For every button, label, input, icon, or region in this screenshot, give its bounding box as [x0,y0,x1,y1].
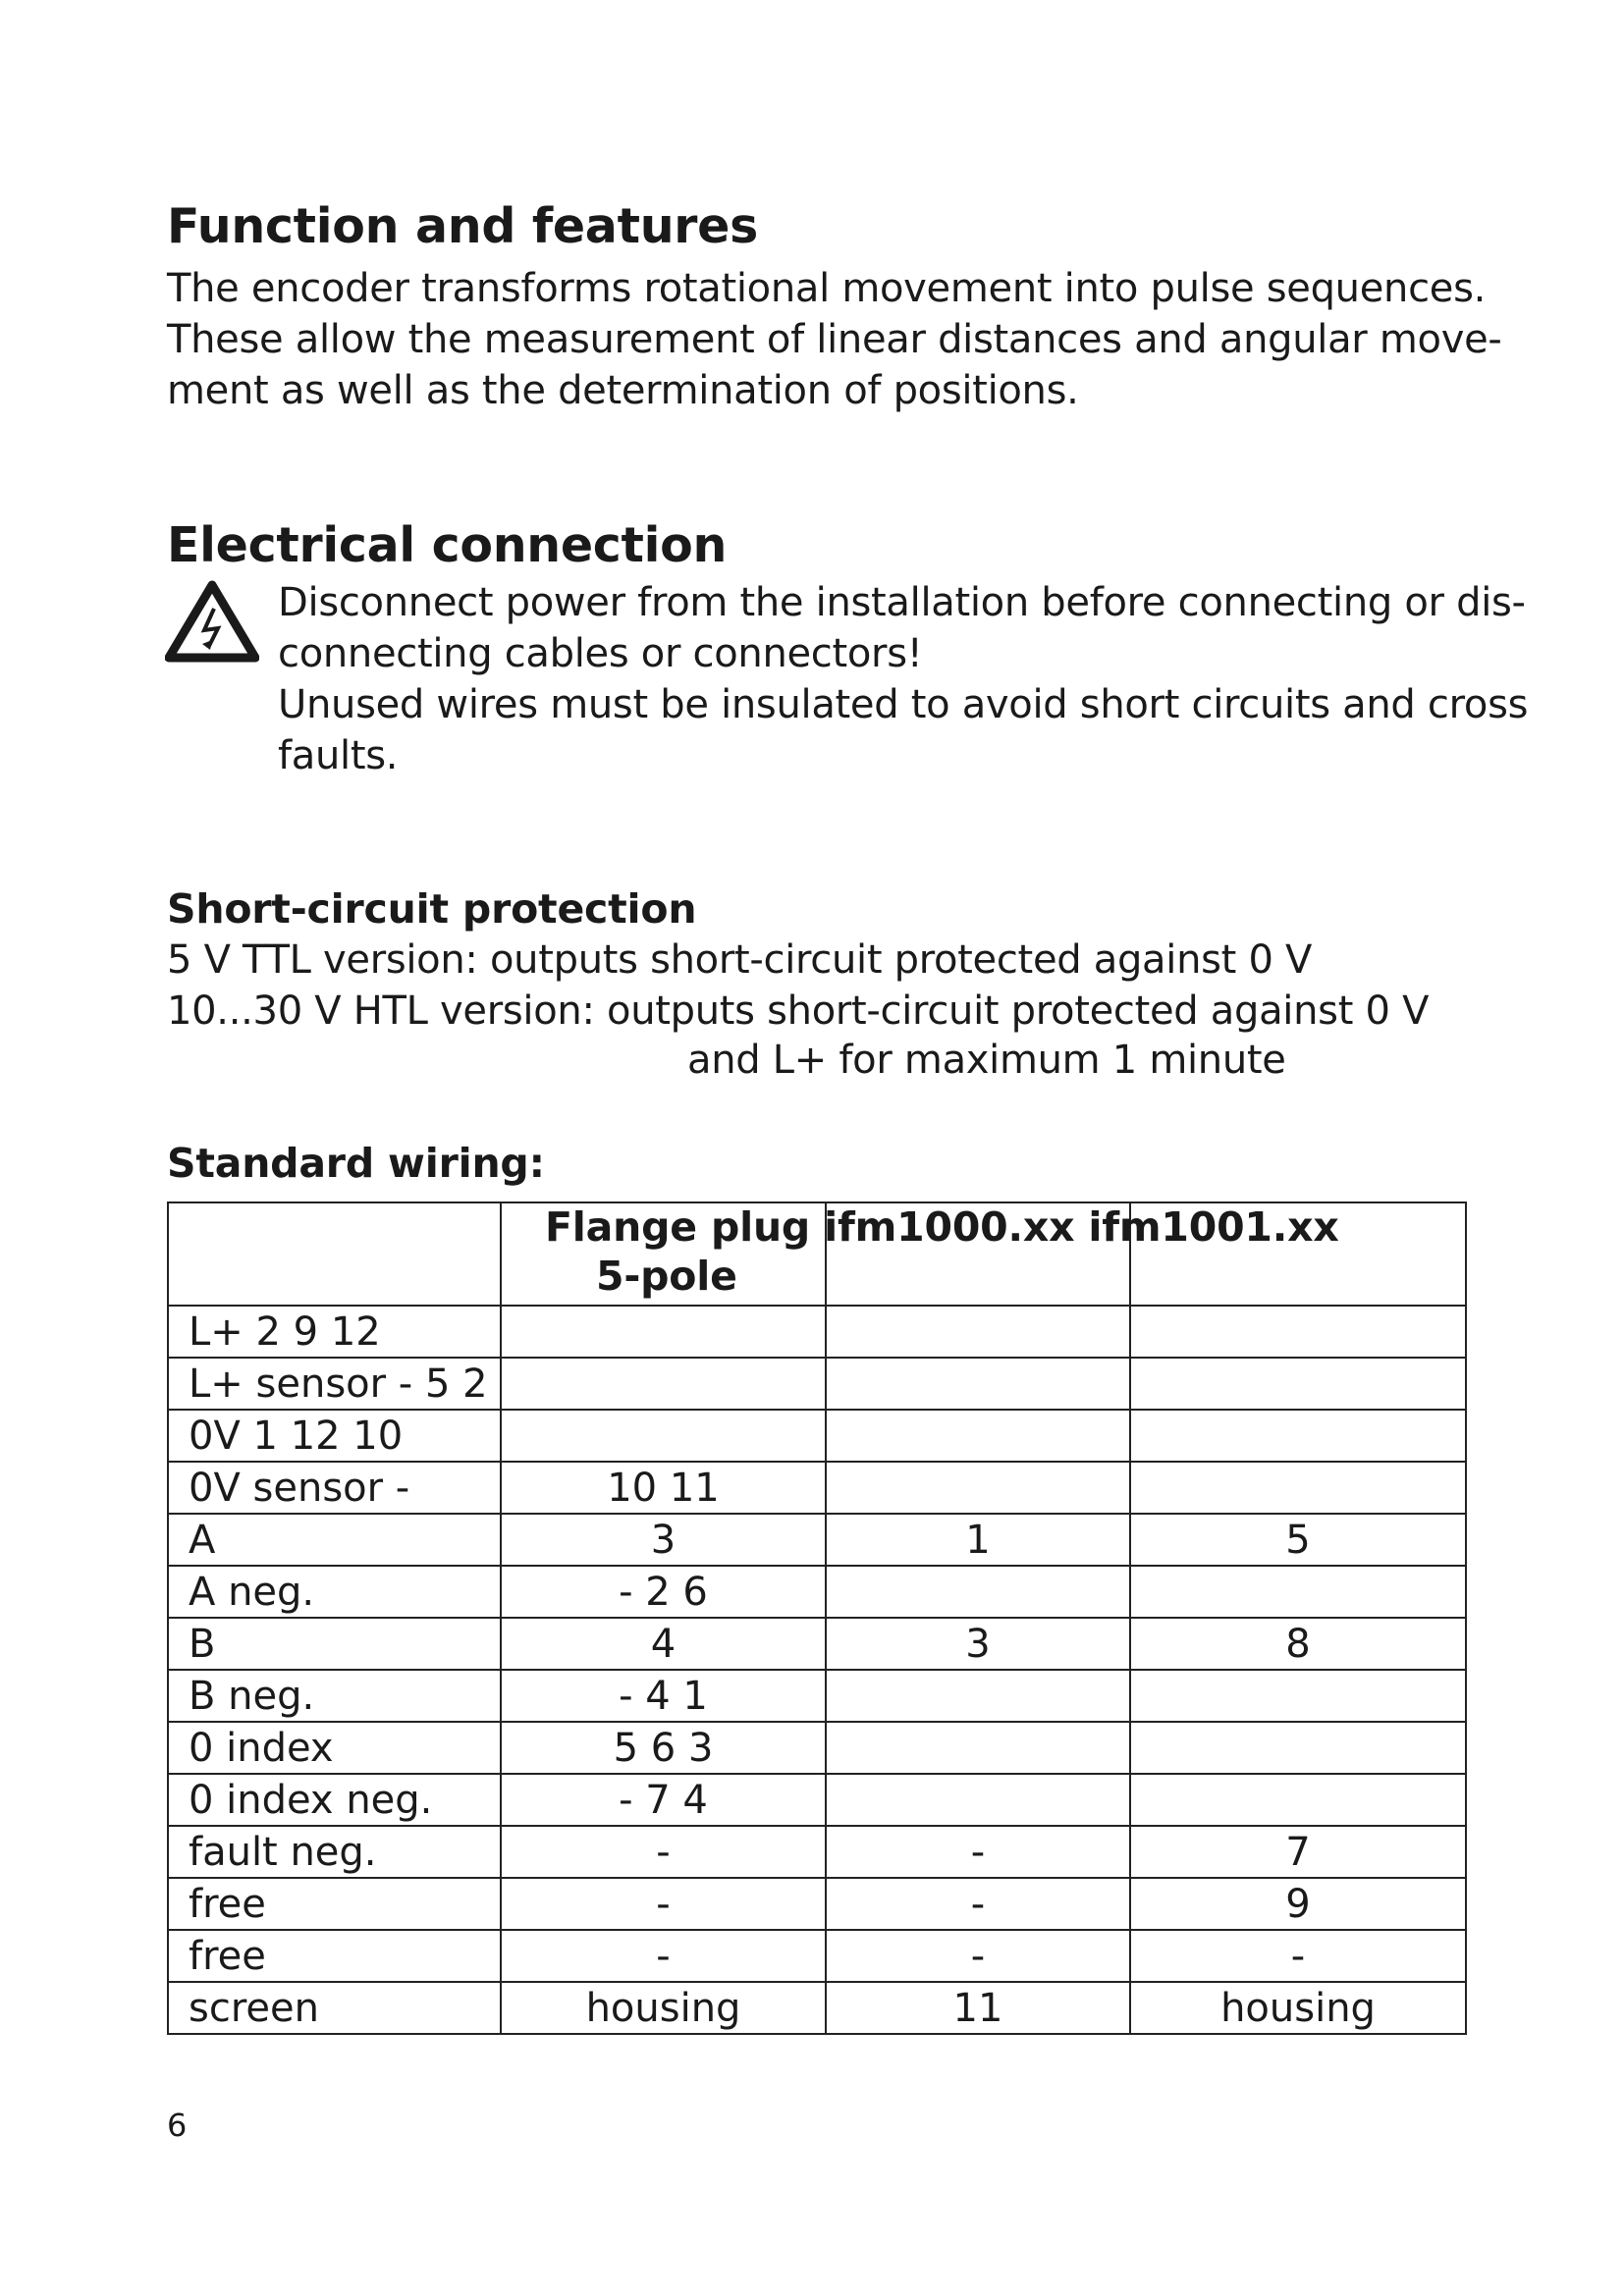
table-cell [826,1670,1130,1722]
wiring-table [167,1201,1467,2035]
row-label-cell: 0 index [168,1722,501,1774]
table-cell: - [826,1878,1130,1930]
row-label-cell: L+ 2 9 12 [168,1306,501,1358]
row-label-cell: fault neg. [168,1826,501,1878]
table-row [168,1358,1466,1410]
table-cell [826,1358,1130,1410]
table-row [168,1306,1466,1358]
table-cell: 5 [1130,1514,1466,1566]
page-number: 6 [167,2107,188,2144]
electrical-connection-heading: Electrical connection [167,517,728,573]
table-cell: - [826,1930,1130,1982]
table-row [168,1566,1466,1618]
function-features-text [167,263,1502,416]
table-cell: housing [1130,1982,1466,2034]
table-cell [1130,1410,1466,1462]
warning-line-2: connecting cables or connectors! [278,631,923,676]
wiring-header-line-1: Flange plug ifm1000.xx ifm1001.xx [545,1203,1339,1251]
row-label-cell: 0 index neg. [168,1774,501,1826]
table-cell: 5 6 3 [501,1722,826,1774]
table-cell: - [501,1878,826,1930]
table-cell: - [501,1826,826,1878]
warning-line-4: faults. [278,733,399,778]
table-cell [501,1306,826,1358]
table-cell [1130,1358,1466,1410]
table-cell: 3 [826,1618,1130,1670]
table-cell: 1 [826,1514,1130,1566]
short-circuit-heading: Short-circuit protection [167,885,697,933]
table-cell: housing [501,1982,826,2034]
row-label-cell: free [168,1878,501,1930]
row-label-cell: 0V sensor - [168,1462,501,1514]
function-features-line-1: The encoder transforms rotational movement into pulse sequences. [167,266,1487,311]
table-row [168,1930,1466,1982]
row-label-cell: L+ sensor - 5 2 [168,1358,501,1410]
table-cell [826,1410,1130,1462]
table-cell: - 2 6 [501,1566,826,1618]
short-circuit-line-2: 10...30 V HTL version: outputs short-circuit protected against 0 V [167,988,1430,1034]
table-row [168,1774,1466,1826]
wiring-header-line-2: 5-pole [596,1253,737,1300]
table-cell [501,1410,826,1462]
short-circuit-line-1: 5 V TTL version: outputs short-circuit protected against 0 V [167,937,1313,983]
table-cell: 9 [1130,1878,1466,1930]
table-cell [1130,1566,1466,1618]
table-row [168,1982,1466,2034]
short-circuit-line-3: and L+ for maximum 1 minute [687,1038,1286,1083]
table-cell [1130,1670,1466,1722]
table-cell: - [501,1930,826,1982]
table-cell: 7 [1130,1826,1466,1878]
table-cell: 10 11 [501,1462,826,1514]
row-label-cell: B [168,1618,501,1670]
table-cell [1130,1306,1466,1358]
table-cell: - 4 1 [501,1670,826,1722]
table-cell [826,1566,1130,1618]
table-cell [501,1358,826,1410]
table-cell: - [1130,1930,1466,1982]
table-cell: 3 [501,1514,826,1566]
row-label-cell: free [168,1930,501,1982]
table-row [168,1722,1466,1774]
table-row [168,1514,1466,1566]
table-cell: - [826,1826,1130,1878]
electrical-connection-text [278,577,1529,781]
table-row [168,1826,1466,1878]
table-cell [826,1774,1130,1826]
table-cell: - 7 4 [501,1774,826,1826]
table-row [168,1618,1466,1670]
table-cell [1130,1462,1466,1514]
row-label-cell: A [168,1514,501,1566]
table-row [168,1670,1466,1722]
table-cell [1130,1722,1466,1774]
warning-electric-icon [165,579,259,664]
table-cell [826,1722,1130,1774]
table-cell [1130,1774,1466,1826]
function-features-heading: Function and features [167,198,758,254]
row-label-cell: A neg. [168,1566,501,1618]
table-row [168,1462,1466,1514]
table-cell: 8 [1130,1618,1466,1670]
warning-line-1: Disconnect power from the installation before connecting or dis- [278,580,1526,625]
row-label-cell: B neg. [168,1670,501,1722]
table-row [168,1878,1466,1930]
row-label-cell: 0V 1 12 10 [168,1410,501,1462]
function-features-line-3: ment as well as the determination of positions. [167,368,1079,413]
function-features-line-2: These allow the measurement of linear distances and angular move- [167,317,1502,362]
table-cell: 11 [826,1982,1130,2034]
table-cell [826,1462,1130,1514]
header-cell-label [168,1202,501,1306]
table-cell [826,1306,1130,1358]
table-cell: 4 [501,1618,826,1670]
standard-wiring-heading: Standard wiring: [167,1140,545,1187]
table-row [168,1410,1466,1462]
warning-line-3: Unused wires must be insulated to avoid short circuits and cross [278,682,1529,727]
row-label-cell: screen [168,1982,501,2034]
